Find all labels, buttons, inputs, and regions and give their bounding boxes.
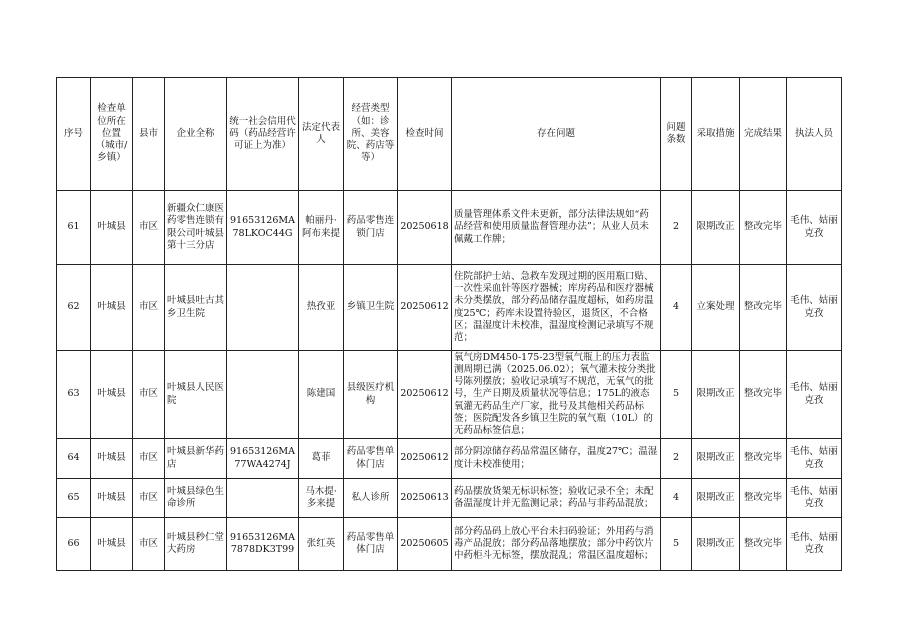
cell-measure: 限期改正 (692, 479, 740, 518)
header-company: 企业全称 (165, 78, 227, 191)
cell-legal: 葛菲 (299, 439, 344, 479)
cell-city: 市区 (133, 518, 165, 571)
header-legal-rep: 法定代表人 (299, 78, 344, 191)
cell-seq: 63 (57, 351, 91, 439)
cell-issues: 部分药品码上放心平台未扫码验证；外用药与消毒产品混放；部分药品落地摆放；部分中药饮片中药柜斗无标签，摆放混乱；常温区温度超标； (452, 518, 661, 571)
header-credit-code: 统一社会信用代码（药品经营许可证上为准） (227, 78, 299, 191)
cell-result: 整改完毕 (740, 351, 787, 439)
cell-measure: 立案处理 (692, 265, 740, 351)
cell-measure: 限期改正 (692, 351, 740, 439)
cell-date: 20250612 (398, 265, 452, 351)
cell-date: 20250612 (398, 439, 452, 479)
header-business-type: 经营类型（如：诊所、美容院、药店等等） (344, 78, 398, 191)
cell-type: 县级医疗机构 (344, 351, 398, 439)
cell-officers: 毛伟、姑丽克孜 (787, 518, 842, 571)
cell-location: 叶城县 (91, 191, 133, 265)
cell-officers: 毛伟、姑丽克孜 (787, 191, 842, 265)
cell-location: 叶城县 (91, 351, 133, 439)
cell-officers: 毛伟、姑丽克孜 (787, 479, 842, 518)
cell-city: 市区 (133, 265, 165, 351)
cell-code (227, 351, 299, 439)
cell-issues: 氧气房DM450-175-23型氧气瓶上的压力表监测周期已满（2025.06.02）；氧气灌未按分类批号陈列摆放；验收记录填写不规范，无氧气的批号，生产日期及质量状况等信息；175L的液态氧灌无药品生产厂家，批号及其他相关药品标签；医院配发各乡镇卫生院的氧气瓶（10L）的无药品标签信息； (452, 351, 661, 439)
cell-issues: 部分阴凉储存药品常温区储存，温度27℃；温湿度计未校准使用； (452, 439, 661, 479)
cell-issues: 质量管理体系文件未更新，部分法律法规如“药品经营和使用质量监督管理办法”；从业人员未佩戴工作牌； (452, 191, 661, 265)
cell-count: 5 (661, 351, 692, 439)
cell-location: 叶城县 (91, 265, 133, 351)
cell-officers: 毛伟、姑丽克孜 (787, 439, 842, 479)
cell-location: 叶城县 (91, 439, 133, 479)
cell-city: 市区 (133, 479, 165, 518)
cell-measure: 限期改正 (692, 191, 740, 265)
cell-code: 91653126MA77WA4274J (227, 439, 299, 479)
header-measures: 采取措施 (692, 78, 740, 191)
header-row (57, 78, 842, 191)
cell-legal: 张红英 (299, 518, 344, 571)
cell-result: 整改完毕 (740, 479, 787, 518)
cell-seq: 66 (57, 518, 91, 571)
cell-type: 乡镇卫生院 (344, 265, 398, 351)
cell-measure: 限期改正 (692, 439, 740, 479)
table-row (57, 479, 842, 518)
cell-date: 20250613 (398, 479, 452, 518)
cell-city: 市区 (133, 351, 165, 439)
cell-result: 整改完毕 (740, 191, 787, 265)
cell-seq: 65 (57, 479, 91, 518)
cell-code: 91653126MA7878DK3T99 (227, 518, 299, 571)
cell-company: 叶城县秒仁堂大药房 (165, 518, 227, 571)
cell-issues: 药品摆放货架无标识标签；验收记录不全；未配备温湿度计并无监测记录；药品与非药品混放； (452, 479, 661, 518)
cell-city: 市区 (133, 191, 165, 265)
cell-date: 20250612 (398, 351, 452, 439)
cell-company: 叶城县新华药店 (165, 439, 227, 479)
cell-type: 药品零售单体门店 (344, 439, 398, 479)
cell-company: 叶城县人民医院 (165, 351, 227, 439)
cell-code (227, 265, 299, 351)
cell-code (227, 479, 299, 518)
cell-city: 市区 (133, 439, 165, 479)
cell-code: 91653126MA78LKOC44G (227, 191, 299, 265)
cell-legal: 马木提·多来提 (299, 479, 344, 518)
header-unit-location: 检查单位所在位置（城市/乡镇） (91, 78, 133, 191)
cell-type: 药品零售连锁门店 (344, 191, 398, 265)
cell-company: 新疆众仁康医药零售连锁有限公司叶城县第十三分店 (165, 191, 227, 265)
header-check-date: 检查时间 (398, 78, 452, 191)
header-county-city: 县市 (133, 78, 165, 191)
cell-count: 5 (661, 518, 692, 571)
cell-count: 2 (661, 191, 692, 265)
header-result: 完成结果 (740, 78, 787, 191)
header-issue-count: 问题条数 (661, 78, 692, 191)
cell-company: 叶城县吐古其乡卫生院 (165, 265, 227, 351)
cell-type: 药品零售单体门店 (344, 518, 398, 571)
header-issues: 存在问题 (452, 78, 661, 191)
cell-location: 叶城县 (91, 479, 133, 518)
header-officers: 执法人员 (787, 78, 842, 191)
cell-result: 整改完毕 (740, 265, 787, 351)
cell-issues: 住院部护士站、急救车发现过期的医用瓶口贴、一次性采血针等医疗器械；库房药品和医疗器械未分类摆放，部分药品储存温度超标，如药房温度25℃；药库未设置待验区，退货区，不合格区；温湿度计未校准，温湿度检测记录填写不规范； (452, 265, 661, 351)
cell-officers: 毛伟、姑丽克孜 (787, 265, 842, 351)
table-row (57, 265, 842, 351)
cell-date: 20250605 (398, 518, 452, 571)
cell-count: 4 (661, 479, 692, 518)
cell-legal: 帕丽丹·阿布来提 (299, 191, 344, 265)
inspection-table (56, 77, 842, 571)
cell-seq: 64 (57, 439, 91, 479)
cell-count: 2 (661, 439, 692, 479)
cell-seq: 62 (57, 265, 91, 351)
cell-legal: 热孜亚 (299, 265, 344, 351)
cell-result: 整改完毕 (740, 439, 787, 479)
cell-count: 4 (661, 265, 692, 351)
header-seq: 序号 (57, 78, 91, 191)
cell-location: 叶城县 (91, 518, 133, 571)
table-row (57, 518, 842, 571)
cell-company: 叶城县绿色生命诊所 (165, 479, 227, 518)
table-row (57, 439, 842, 479)
cell-seq: 61 (57, 191, 91, 265)
cell-type: 私人诊所 (344, 479, 398, 518)
cell-measure: 限期改正 (692, 518, 740, 571)
table-row (57, 351, 842, 439)
cell-officers: 毛伟、姑丽克孜 (787, 351, 842, 439)
cell-date: 20250618 (398, 191, 452, 265)
cell-legal: 陈建国 (299, 351, 344, 439)
cell-result: 整改完毕 (740, 518, 787, 571)
table-row (57, 191, 842, 265)
